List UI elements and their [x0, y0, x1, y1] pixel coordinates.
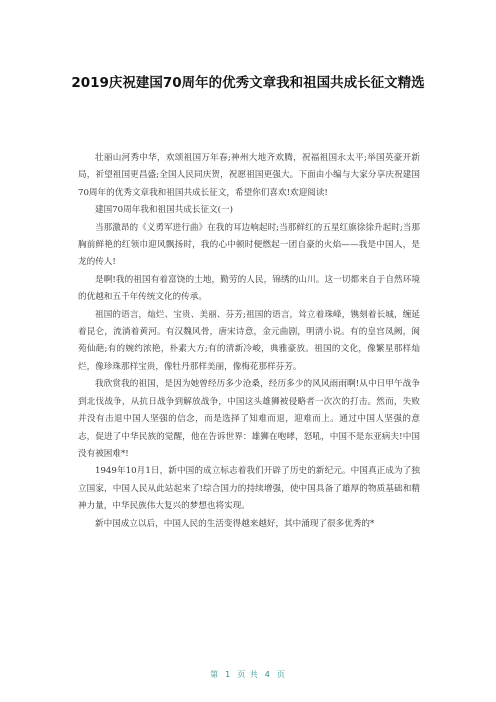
footer-suffix: 页	[276, 670, 286, 679]
total-page-count: 4	[264, 670, 271, 679]
document-body	[78, 150, 420, 533]
body-paragraph: 是啊!我的祖国有着富饶的土地，勤劳的人民，锦绣的山川。这一切都来自于自然环境的优越和五千年传统文化的传承。	[78, 274, 420, 303]
footer-prefix: 第	[210, 670, 220, 679]
section-heading: 建国70周年我和祖国共成长征文(一)	[95, 205, 233, 216]
document-title: 2019庆祝建国70周年的优秀文章我和祖国共成长征文精选	[71, 75, 425, 91]
footer-middle: 页 共	[237, 670, 259, 679]
body-paragraph: 祖国的语言，灿烂、宝贵、美丽、芬芳;祖国的语言，耸立着珠峰，镌刻着长城，缠延着昆仑，流淌着黄河。有汉魏风骨，唐宋诗意，金元曲剧，明清小说。有的皇宫凤阙，阆苑仙葩;有的婉约浓艳，朴素大方;有的清新冷峻，典雅豪放。祖国的文化，像繁星那样灿烂，像珍珠那样宝贵，像牡丹那样美丽，像梅花那样芬芳。	[78, 309, 420, 372]
body-paragraph: 我欣赏我的祖国，是因为她曾经历多少沧桑，经历多少的风风雨雨啊!从中日甲午战争到北伐战争，从抗日战争到解放战争，中国这头雄狮被侵略者一次次的打击。然而，失败并没有击退中国人坚强的信念，而是选择了知难而退，迎难而上。通过中国人坚强的意志，促进了中华民族的觉醒，他在告诉世界：雄狮在咆哮，怒吼，中国不是东亚病夫!中国没有被困难*!	[78, 379, 420, 459]
body-paragraph: 1949年10月1日，新中国的成立标志着我们开辟了历史的新纪元。中国真正成为了独立国家，中国人民从此站起来了!综合国力的持续增强，使中国具备了雄厚的物质基础和精神力量，中华民族伟大复兴的梦想也将实现。	[78, 466, 420, 512]
page-footer	[0, 669, 496, 680]
intro-paragraph: 壮丽山河秀中华，欢颂祖国万年春;神州大地齐欢腾，祝福祖国永太平;举国英豪开新局，祈望祖国更昌盛;全国人民同庆贺，祝愿祖国更强大。下面由小编与大家分享庆祝建国70周年的优秀文章我和祖国共成长征文，希望你们喜欢!欢迎阅读!	[78, 153, 420, 198]
body-paragraph: 当那激昂的《义勇军进行曲》在我的耳边响起时;当那鲜红的五星红旗徐徐升起时;当那胸前鲜艳的红领巾迎风飘扬时，我的心中顿时便燃起一团自豪的火焰——我是中国人，是龙的传人!	[78, 222, 420, 268]
body-paragraph: 新中国成立以后，中国人民的生活变得越来越好，其中涌现了很多优秀的*	[95, 518, 375, 529]
current-page-number: 1	[225, 670, 232, 679]
